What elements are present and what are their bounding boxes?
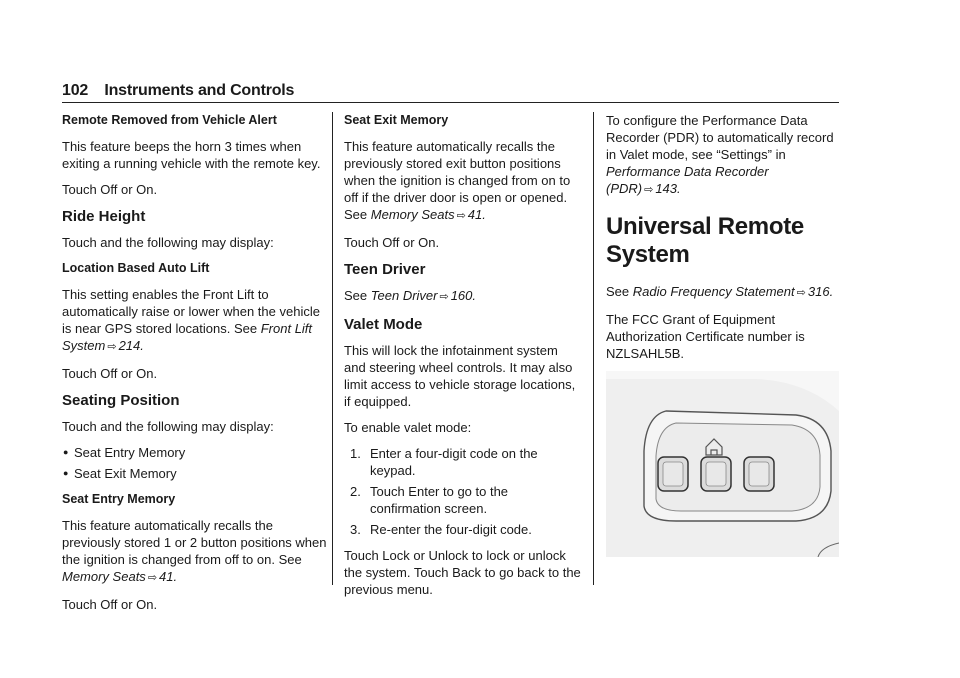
page-reference-arrow-icon: ⇨ — [456, 210, 466, 222]
page-reference-arrow-icon: ⇨ — [147, 572, 158, 584]
see-label: See — [606, 284, 630, 299]
page-reference-arrow-icon: ⇨ — [439, 291, 449, 303]
seat-entry-touch: Touch Off or On. — [62, 597, 158, 612]
header-rule — [62, 102, 839, 103]
teen-driver-link[interactable]: Teen Driver — [370, 288, 438, 303]
memory-seats-link[interactable]: Memory Seats — [370, 207, 455, 222]
seating-position-heading: Seating Position — [62, 392, 180, 409]
remote-removed-touch: Touch Off or On. — [62, 182, 158, 197]
front-lift-link[interactable]: Front Lift System — [62, 321, 313, 353]
seat-exit-paragraph: This feature automatically recalls the previously stored exit button positions when the ignition is changed from on to off if the driver door is open or opened. See Memory Seats ⇨ 41. — [344, 139, 571, 222]
column-1 — [62, 112, 327, 622]
list-item: 3. Re-enter the four-digit code. — [350, 522, 532, 537]
remote-removed-title: Remote Removed from Vehicle Alert — [62, 113, 277, 127]
ride-height-heading: Ride Height — [62, 208, 146, 225]
list-item: ● Seat Exit Memory — [62, 465, 327, 482]
memory-seats-page[interactable]: 41 — [467, 207, 483, 222]
front-lift-page[interactable]: 214 — [118, 338, 141, 353]
page-reference-arrow-icon: ⇨ — [796, 287, 806, 299]
pdr-text: To configure the Performance Data Recorder (PDR) to automatically record in Valet mode, see “Settings” in — [606, 113, 834, 162]
section-title: Instruments and Controls — [104, 82, 295, 99]
page-reference-arrow-icon: ⇨ — [107, 341, 117, 353]
remote-removed-text: This feature beeps the horn 3 times when exiting a running vehicle with the remote key. — [62, 139, 321, 171]
location-lift-title: Location Based Auto Lift — [62, 261, 210, 275]
ride-height-text: Touch and the following may display: — [62, 235, 274, 250]
column-divider — [332, 112, 333, 585]
valet-text: This will lock the infotainment system and steering wheel controls. It may also limit access to vehicle storage locations, if equipped. — [344, 343, 576, 409]
page-header — [62, 82, 294, 100]
page-number: 102 — [62, 82, 89, 99]
valet-lock-text: Touch Lock or Unlock to lock or unlock the system. Touch Back to go back to the previous menu. — [344, 548, 581, 597]
location-lift-touch: Touch Off or On. — [62, 366, 158, 381]
location-lift-text: This setting enables the Front Lift to automatically raise or lower when the vehicle is near GPS stored locations. See — [62, 287, 320, 336]
valet-steps — [344, 445, 582, 538]
seat-entry-text: This feature automatically recalls the previously stored 1 or 2 button positions when the ignition is changed from off to on. See — [62, 518, 327, 567]
seating-list — [62, 444, 327, 482]
seat-exit-title: Seat Exit Memory — [344, 113, 449, 127]
memory-seats-page[interactable]: 41 — [159, 569, 174, 584]
urs-see-paragraph: See Radio Frequency Statement ⇨ 316. — [606, 284, 834, 299]
valet-mode-heading: Valet Mode — [344, 316, 423, 333]
universal-remote-heading: Universal Remote System — [606, 213, 804, 268]
see-label: See — [344, 288, 368, 303]
column-divider — [593, 112, 594, 585]
memory-seats-link[interactable]: Memory Seats — [62, 569, 146, 584]
page-reference-arrow-icon: ⇨ — [644, 184, 654, 196]
pdr-paragraph: To configure the Performance Data Recorder (PDR) to automatically record in Valet mode, see “Settings” in Performance Data Recorder (PDR) ⇨ 143. — [606, 113, 834, 196]
fcc-text: The FCC Grant of Equipment Authorization Certificate number is NZLSAHL5B. — [606, 312, 805, 361]
seating-text: Touch and the following may display: — [62, 419, 274, 434]
teen-driver-heading: Teen Driver — [344, 261, 426, 278]
list-item: 1. Enter a four-digit code on the keypad. — [350, 446, 538, 478]
universal-remote-buttons-illustration — [606, 371, 839, 557]
column-2 — [344, 112, 582, 607]
valet-enable-text: To enable valet mode: — [344, 420, 472, 435]
pdr-page[interactable]: 143 — [655, 181, 678, 196]
radio-frequency-page[interactable]: 316 — [807, 284, 830, 299]
list-item: ● Seat Entry Memory — [62, 444, 327, 461]
location-lift-paragraph: This setting enables the Front Lift to automatically raise or lower when the vehicle is near GPS stored locations. See Front Lift System ⇨ 214. — [62, 287, 320, 353]
seat-entry-paragraph: This feature automatically recalls the previously stored 1 or 2 button positions when the ignition is changed from off to on. See Memory Seats ⇨ 41. — [62, 518, 327, 584]
seat-entry-title: Seat Entry Memory — [62, 492, 176, 506]
seat-exit-text: This feature automatically recalls the previously stored exit button positions when the ignition is changed from on to off if the driver door is open or opened. See — [344, 139, 571, 222]
seat-exit-touch: Touch Off or On. — [344, 235, 440, 250]
teen-driver-paragraph: See Teen Driver ⇨ 160. — [344, 288, 477, 303]
radio-frequency-link[interactable]: Radio Frequency Statement — [632, 284, 795, 299]
list-item: 2. Touch Enter to go to the confirmation screen. — [350, 484, 509, 516]
pdr-link[interactable]: Performance Data Recorder (PDR) — [606, 164, 769, 196]
teen-driver-page[interactable]: 160 — [450, 288, 473, 303]
